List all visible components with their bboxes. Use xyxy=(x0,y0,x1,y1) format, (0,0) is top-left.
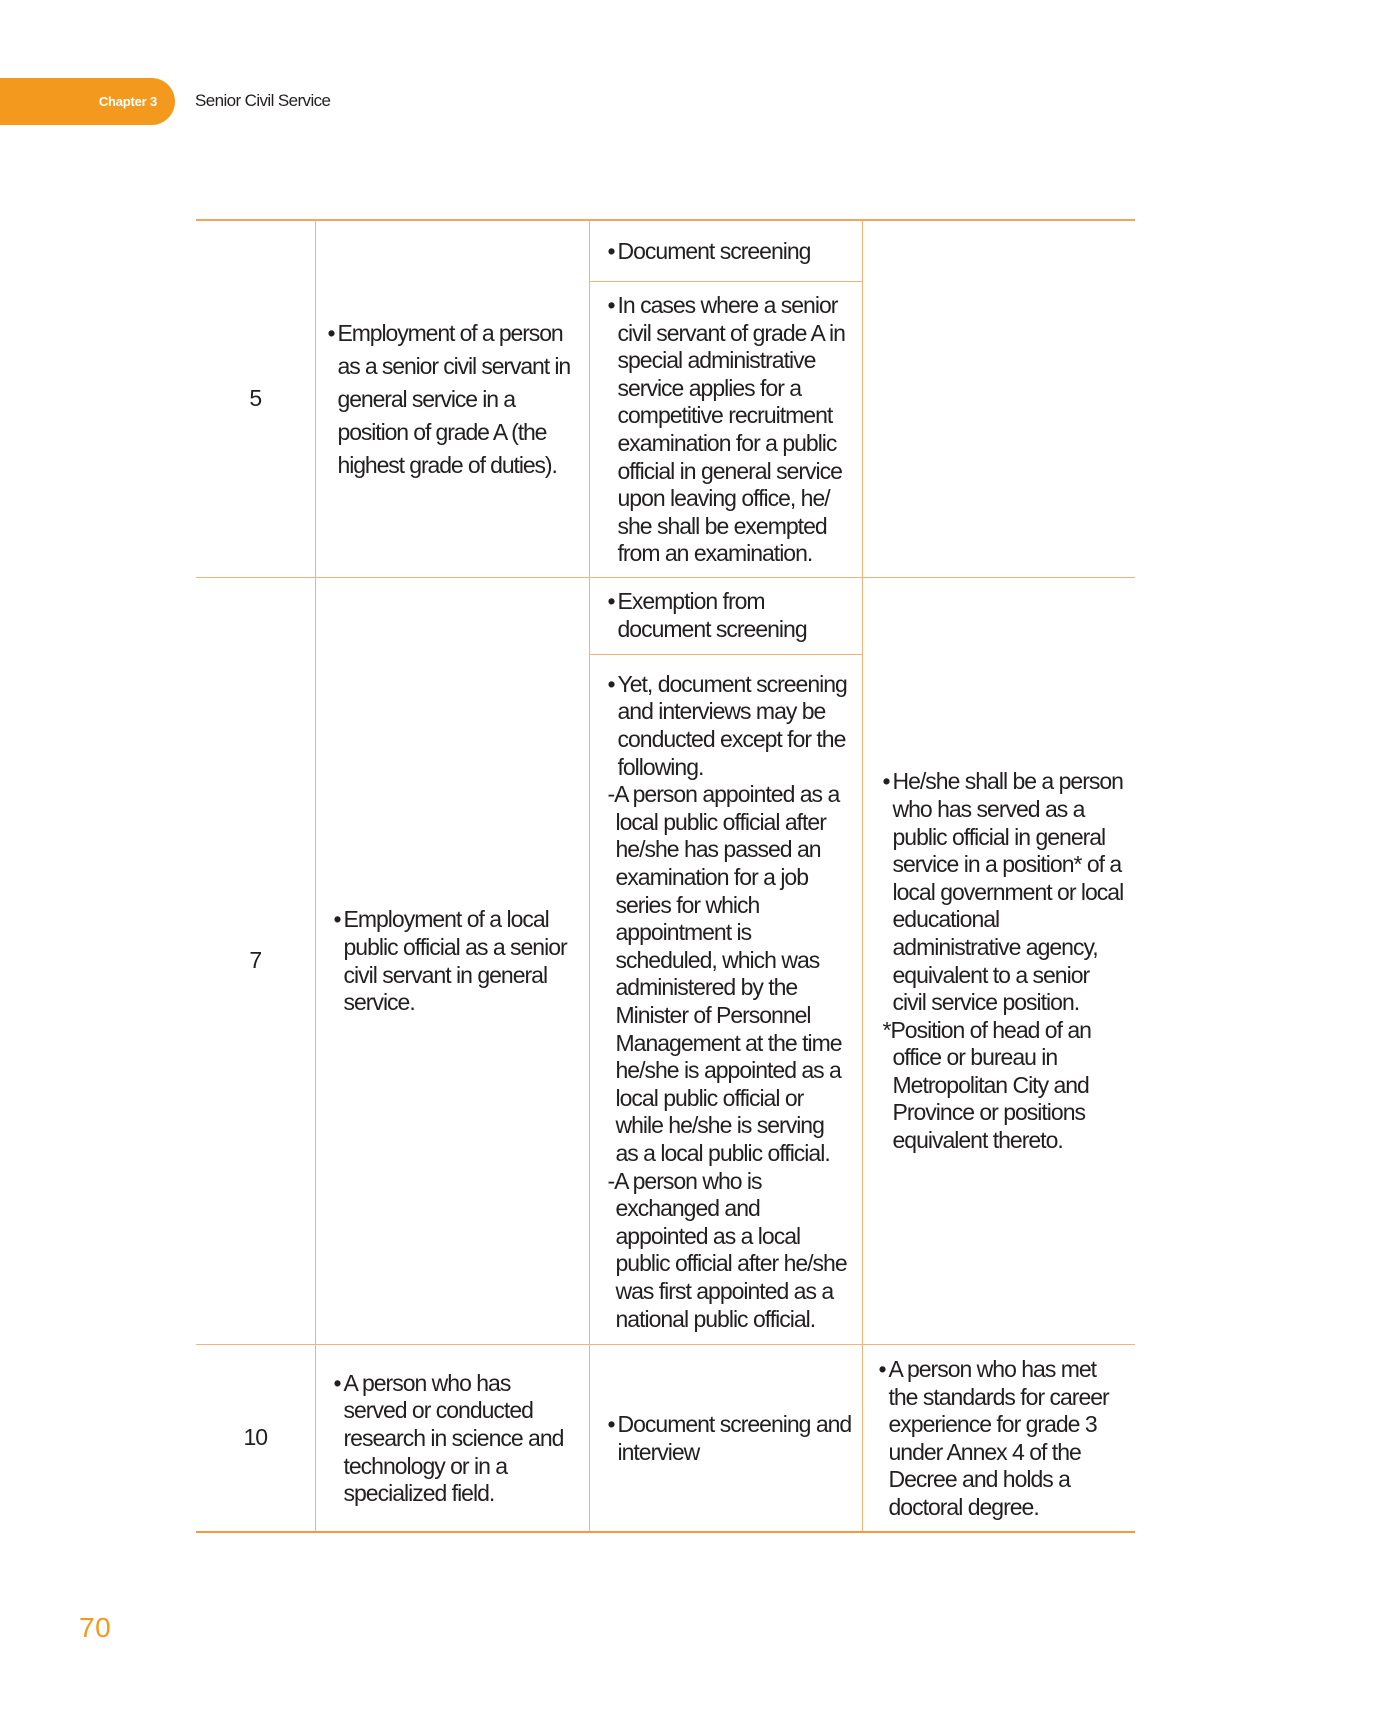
bullet-icon: • xyxy=(878,1355,886,1382)
subject-text: Employment of a person as a senior civil servant in general service in a position of grade A (the highest grade of duties). xyxy=(337,320,571,479)
bullet-icon: • xyxy=(327,320,335,347)
subject-cell xyxy=(315,220,589,577)
exemption-cell xyxy=(589,654,862,1344)
criteria-table xyxy=(196,219,1135,1533)
page-number: 70 xyxy=(79,1612,112,1643)
row-number: 7 xyxy=(196,577,315,1344)
chapter-label: Chapter 3 xyxy=(98,94,157,109)
requirement-note: *Position of head of an office or bureau in Metropolitan City and Province or positions equivalent thereto. xyxy=(882,1016,1091,1154)
exemption-item: -A person who is exchanged and appointed as a local public official after he/she was first appointed as a national public official. xyxy=(607,1167,847,1332)
chapter-tab xyxy=(0,78,175,125)
section-title: Senior Civil Service xyxy=(195,91,331,110)
bullet-icon: • xyxy=(607,1411,615,1438)
bullet-icon: • xyxy=(607,237,615,264)
method-text: Exemption from document screening xyxy=(617,587,807,642)
requirement-cell xyxy=(862,1344,1135,1532)
subject-text: A person who has served or conducted research in science and technology or in a specialized field. xyxy=(343,1369,564,1507)
method-cell xyxy=(589,577,862,654)
row-number: 10 xyxy=(196,1344,315,1532)
row-number: 5 xyxy=(196,220,315,577)
method-cell xyxy=(589,1344,862,1532)
exemption-item: -A person appointed as a local public official after he/she has passed an examination for a job series for which appointment is scheduled, which was administered by the Minister of Personnel Management at the time he/she is appointed as a local public official or while he/she is serving as a local public official. xyxy=(607,781,842,1166)
bullet-icon: • xyxy=(607,587,615,614)
bullet-icon: • xyxy=(333,906,341,933)
exemption-text: In cases where a senior civil servant of grade A in special administrative service applies for a competitive recruitment examination for a public official in general service upon leaving office, he/ she shall be exempted from an examination. xyxy=(617,292,845,567)
bullet-icon: • xyxy=(333,1369,341,1396)
table-row xyxy=(196,220,1135,281)
requirement-cell xyxy=(862,577,1135,1344)
method-text: Document screening and interview xyxy=(617,1411,852,1465)
exemption-cell xyxy=(589,281,862,577)
subject-cell xyxy=(315,1344,589,1532)
table-row xyxy=(196,577,1135,654)
requirement-text: He/she shall be a person who has served as a public official in general service in a position* of a local government or local educational administrative agency, equivalent to a senior civil service position. xyxy=(892,768,1124,1016)
bullet-icon: • xyxy=(607,670,615,697)
requirement-cell xyxy=(862,220,1135,577)
method-cell xyxy=(589,220,862,281)
table-row xyxy=(196,1344,1135,1532)
subject-cell xyxy=(315,577,589,1344)
method-text: Document screening xyxy=(617,237,811,264)
exemption-intro: Yet, document screening and interviews may be conducted except for the following. xyxy=(617,670,847,780)
bullet-icon: • xyxy=(607,292,615,319)
requirement-text: A person who has met the standards for career experience for grade 3 under Annex 4 of the Decree and holds a doctoral degree. xyxy=(888,1355,1109,1520)
subject-text: Employment of a local public official as a senior civil servant in general service. xyxy=(343,906,567,1016)
bullet-icon: • xyxy=(882,768,890,795)
